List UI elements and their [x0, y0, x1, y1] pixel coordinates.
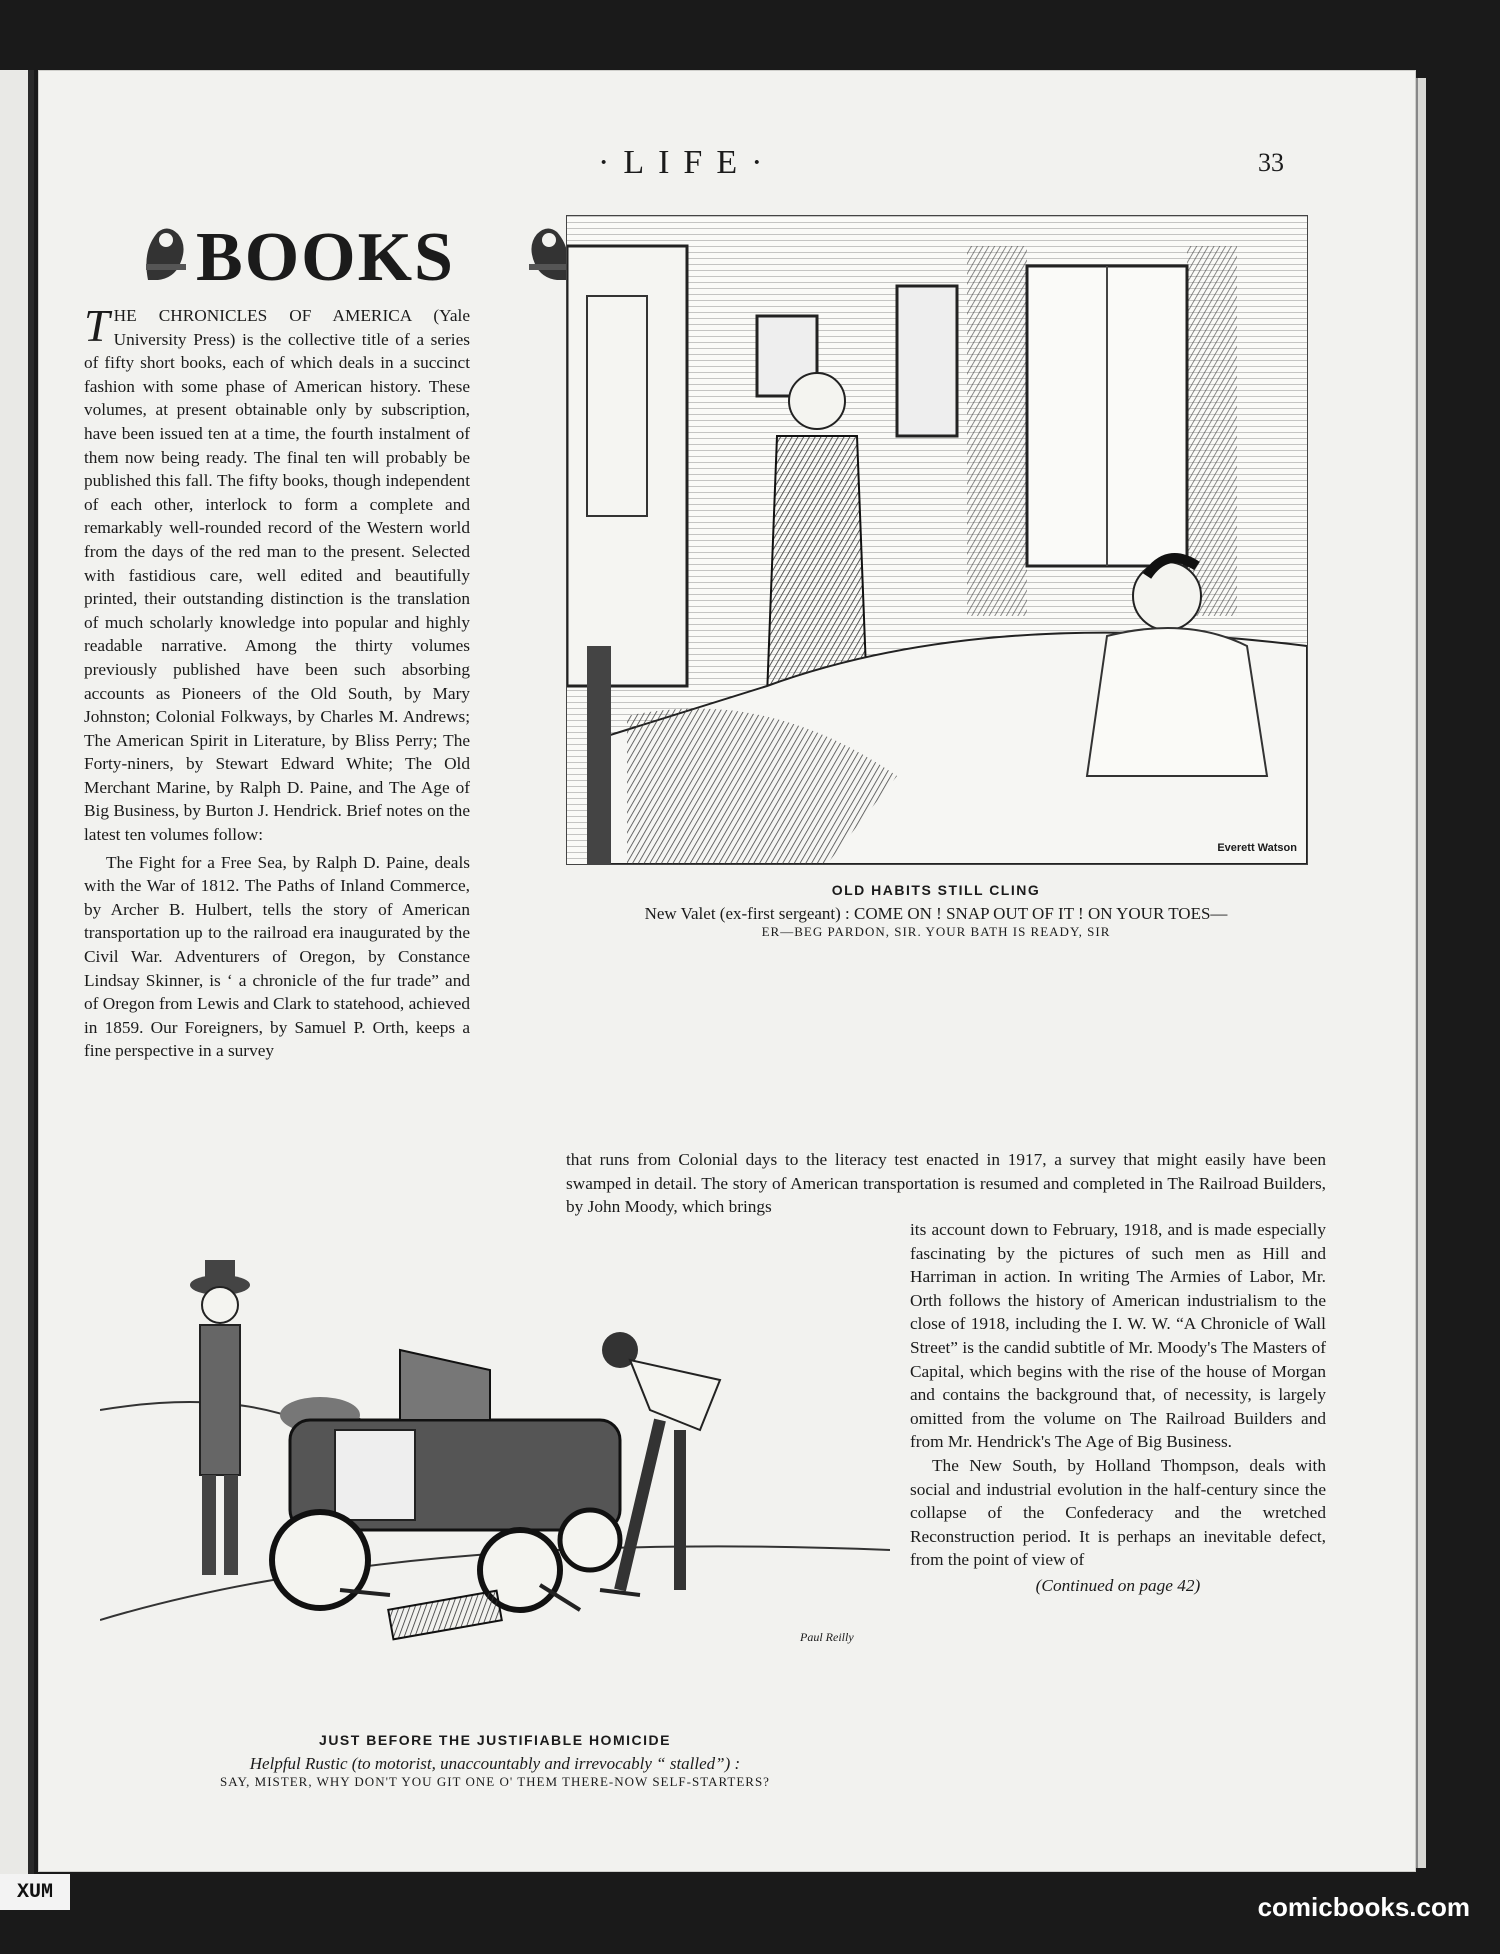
- valet-caption-line1: New Valet (ex-first sergeant) : COME ON ! SNAP OUT OF IT ! ON YOUR TOES—: [644, 904, 1228, 923]
- archive-label: XUM: [0, 1874, 70, 1910]
- books-heading: [138, 210, 578, 296]
- page-number: 33: [1258, 148, 1284, 177]
- illustration-signature: Everett Watson: [1217, 842, 1297, 854]
- intro-text: HE CHRONICLES OF AMERICA (Yale University Press) is the collective title of a series of fifty short books, each of which deals in a succinct fashion with some phase of American history. These volumes, at present obtainable only by subscription, have been issued ten at a time, the fourth instalment of them now being ready. The final ten will probably be published this fall. The fifty books, though independent of each other, interlock to form a complete and remarkably well-rounded record of the Western world from the days of the red man to the present. Selected with fastidious care, well edited and beautifully printed, their outstanding distinction is the translation of much scholarly knowledge into popular and highly readable narrative. Among the thirty volumes previously published have been such absorbing accounts as Pioneers of the Old South, by Mary Johnston; Colonial Folkways, by Charles M. Andrews; The American Spirit in Literature, by Bliss Perry; The Forty-niners, by Stewart Edward White; The Old Merchant Marine, by Ralph D. Paine, and The Age of Big Business, by Burton J. Hendrick. Brief notes on the latest ten volumes follow:: [84, 306, 470, 845]
- valet-caption-title: OLD HABITS STILL CLING: [831, 882, 1041, 898]
- site-watermark: comicbooks.com: [1257, 1892, 1470, 1922]
- page-edge-shadow: [1416, 78, 1426, 1868]
- valet-caption-line2: ER—BEG PARDON, SIR. YOUR BATH IS READY, SIR: [761, 924, 1111, 939]
- ornament-left-icon: [138, 220, 192, 284]
- magazine-page: [38, 70, 1416, 1872]
- valet-illustration: [566, 215, 1308, 865]
- second-paragraph: The Fight for a Free Sea, by Ralph D. Paine, deals with the War of 1812. The Paths of Inland Commerce, by Archer B. Hulbert, tells the story of American transportation up to the railroad era inaugurated by the Civil War. Adventurers of Oregon, by Constance Lindsay Skinner, is ‘ a chronicle of the fur trade” and of Oregon from Lewis and Clark to statehood, achieved in 1859. Our Foreigners, by Samuel P. Orth, keeps a fine perspective in a survey: [84, 852, 470, 1061]
- books-title: BOOKS: [196, 219, 455, 296]
- right-paragraph-2: The New South, by Holland Thompson, deals with social and industrial evolution in the half-century since the collapse of the Confederacy and the wretched Reconstruction period. It is perhaps an inevitable defect, from the point of view of: [910, 1455, 1326, 1570]
- bedroom-scene-drawing: [567, 216, 1307, 864]
- valet-caption-block: [566, 882, 1306, 940]
- roadside-scene-drawing: [100, 1190, 890, 1720]
- adjacent-page-edge: [0, 70, 34, 1880]
- motorist-illustration: [100, 1190, 890, 1720]
- right-paragraph-1: its account down to February, 1918, and is made especially fascinating by the pictures of such men as Hill and Harriman in action. In writing The Armies of Labor, Mr. Orth follows the history of American industrialism to the close of 1918, including the I. W. W. “A Chronicle of Wall Street” is the candid subtitle of Mr. Moody's The Masters of Capital, which begins with the rise of the house of Morgan and contains the background that, of necessity, is largely omitted from the volume on The Railroad Builders and from Mr. Hendrick's The Age of Big Business.: [910, 1220, 1326, 1452]
- motorist-caption-title: JUST BEFORE THE JUSTIFIABLE HOMICIDE: [319, 1732, 671, 1748]
- right-column: [910, 1218, 1326, 1598]
- intro-paragraph: [84, 300, 470, 847]
- drop-cap: T: [84, 300, 110, 351]
- running-header: ·LIFE·: [598, 144, 777, 181]
- motorist-signature: Paul Reilly: [800, 1630, 854, 1644]
- motorist-caption-line1: Helpful Rustic (to motorist, unaccountably and irrevocably “ stalled”) :: [249, 1754, 741, 1773]
- middle-text: that runs from Colonial days to the literacy test enacted in 1917, a survey that might easily have been swamped in detail. The story of American transportation is resumed and completed in The Railroad Builders, by John Moody, which brings: [566, 1150, 1326, 1217]
- motorist-caption: [100, 1732, 890, 1790]
- left-column: [84, 300, 470, 1063]
- motorist-caption-line2: SAY, MISTER, WHY DON'T YOU GIT ONE O' THEM THERE-NOW SELF-STARTERS?: [220, 1774, 770, 1789]
- continued-note: (Continued on page 42): [1035, 1575, 1201, 1595]
